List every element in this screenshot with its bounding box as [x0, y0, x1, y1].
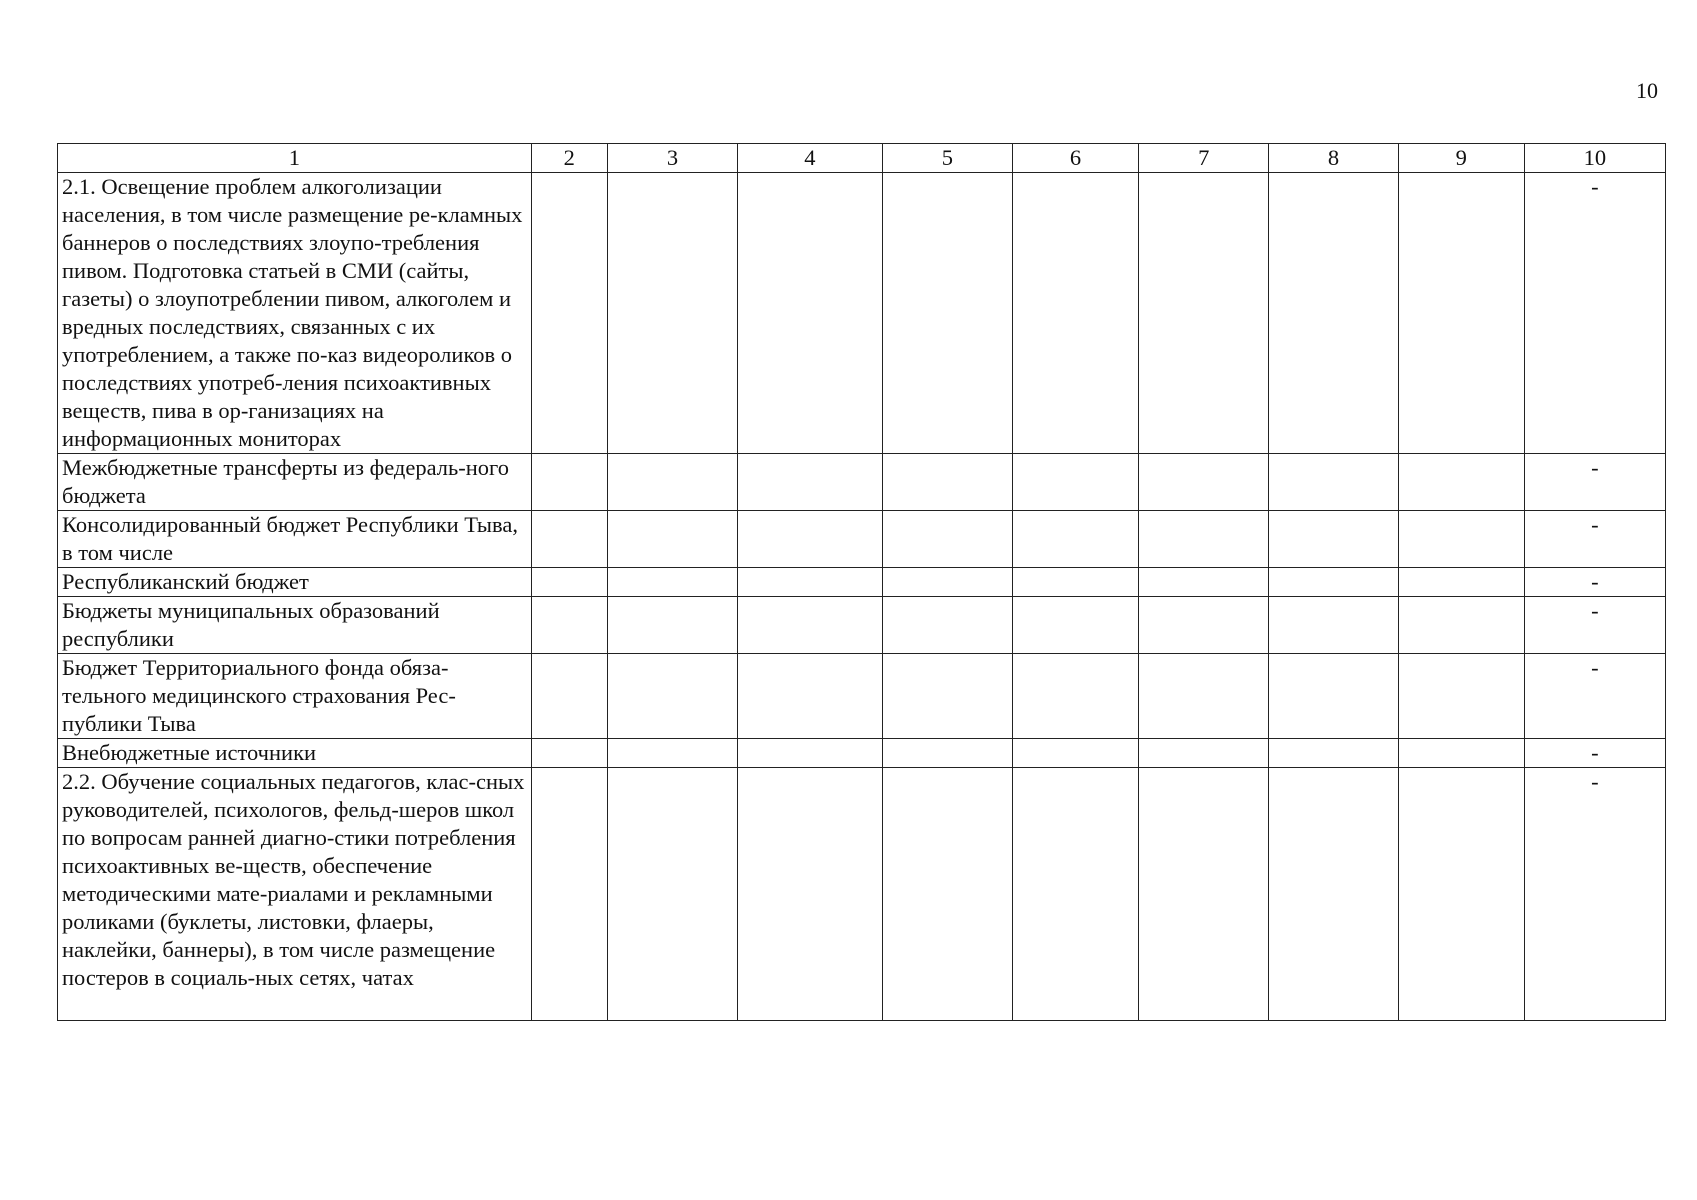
table-cell [1013, 739, 1139, 768]
table-cell [1139, 568, 1269, 597]
header-row [58, 144, 1666, 173]
table-cell [1139, 739, 1269, 768]
table-cell [1269, 511, 1398, 568]
column-header: 5 [882, 144, 1012, 173]
table-cell [738, 454, 883, 511]
column-header: 8 [1269, 144, 1398, 173]
table-cell [1269, 597, 1398, 654]
table-cell [1398, 654, 1524, 739]
table-cell [531, 768, 607, 1021]
table-cell [738, 597, 883, 654]
table-row [58, 768, 1666, 1021]
row-label: 2.1. Освещение проблем алкоголизации населения, в том числе размещение ре-кламных баннеров о последствиях злоупо-требления пивом. Подготовка статьей в СМИ (сайты, газеты) о злоупотреблении пивом, алкоголем и вредных последствиях, связанных с их употреблением, а также по-каз видеороликов о последствиях употреб-ления психоактивных веществ, пива в ор-ганизациях на информационных мониторах [58, 173, 532, 454]
table-row [58, 173, 1666, 454]
row-label: Межбюджетные трансферты из федераль-ного бюджета [58, 454, 532, 511]
table-cell [1013, 597, 1139, 654]
table-cell [738, 173, 883, 454]
column-header: 1 [58, 144, 532, 173]
table-cell-col10: - [1524, 739, 1665, 768]
table-cell [1269, 739, 1398, 768]
table-cell [1013, 454, 1139, 511]
table-cell [882, 511, 1012, 568]
table-cell [607, 173, 737, 454]
table-cell [531, 739, 607, 768]
page-number: 10 [1636, 78, 1658, 103]
table-cell [1139, 654, 1269, 739]
table-cell [1269, 173, 1398, 454]
table-cell [1139, 454, 1269, 511]
table-cell [607, 654, 737, 739]
table-cell [738, 568, 883, 597]
table-cell [1398, 511, 1524, 568]
table-cell [882, 454, 1012, 511]
table-cell [1398, 597, 1524, 654]
table-cell [1139, 511, 1269, 568]
table-row [58, 511, 1666, 568]
table-cell-col10: - [1524, 768, 1665, 1021]
table-cell [531, 654, 607, 739]
table-cell [1398, 568, 1524, 597]
table-cell [882, 568, 1012, 597]
table-cell [1139, 768, 1269, 1021]
row-label: Бюджеты муниципальных образований республики [58, 597, 532, 654]
table-cell [1013, 173, 1139, 454]
table-row [58, 739, 1666, 768]
table-cell [882, 739, 1012, 768]
table-cell [1269, 768, 1398, 1021]
table-cell [882, 597, 1012, 654]
row-label: Внебюджетные источники [58, 739, 532, 768]
row-label: Бюджет Территориального фонда обяза-тельного медицинского страхования Рес-публики Тыва [58, 654, 532, 739]
column-header: 4 [738, 144, 883, 173]
row-label: 2.2. Обучение социальных педагогов, клас-сных руководителей, психологов, фельд-шеров школ по вопросам ранней диагно-стики потребления психоактивных ве-ществ, обеспечение методическими мате-риалами и рекламными роликами (буклеты, листовки, флаеры, наклейки, баннеры), в том числе размещение постеров в социаль-ных сетях, чатах [58, 768, 532, 1021]
table-cell [1013, 654, 1139, 739]
column-header: 10 [1524, 144, 1665, 173]
table-cell [531, 454, 607, 511]
row-label: Республиканский бюджет [58, 568, 532, 597]
column-header: 7 [1139, 144, 1269, 173]
column-header: 2 [531, 144, 607, 173]
table-row [58, 597, 1666, 654]
table-cell [1013, 768, 1139, 1021]
table-cell [607, 454, 737, 511]
table-cell [531, 568, 607, 597]
table-cell [1139, 597, 1269, 654]
table-cell [738, 739, 883, 768]
table-cell [1398, 768, 1524, 1021]
table-cell [738, 768, 883, 1021]
table-cell [607, 568, 737, 597]
table-cell [1269, 454, 1398, 511]
table-row [58, 568, 1666, 597]
table-cell [1013, 568, 1139, 597]
table-cell-col10: - [1524, 597, 1665, 654]
table-cell [1013, 511, 1139, 568]
table-cell-col10: - [1524, 511, 1665, 568]
table-cell [882, 768, 1012, 1021]
table-cell-col10: - [1524, 568, 1665, 597]
table-cell [531, 173, 607, 454]
table-row [58, 454, 1666, 511]
table-cell-col10: - [1524, 454, 1665, 511]
table-cell [607, 511, 737, 568]
row-label: Консолидированный бюджет Республики Тыва, в том числе [58, 511, 532, 568]
table-cell [1139, 173, 1269, 454]
table-cell [607, 768, 737, 1021]
table-cell [607, 739, 737, 768]
table-row [58, 654, 1666, 739]
table-cell [882, 654, 1012, 739]
table-cell-col10: - [1524, 654, 1665, 739]
table-cell [882, 173, 1012, 454]
column-header: 9 [1398, 144, 1524, 173]
table-cell [1398, 454, 1524, 511]
column-header: 6 [1013, 144, 1139, 173]
table-cell [1398, 739, 1524, 768]
table-cell [738, 654, 883, 739]
table-cell [531, 597, 607, 654]
table-cell [531, 511, 607, 568]
table-cell-col10: - [1524, 173, 1665, 454]
budget-table [57, 143, 1666, 1021]
table-cell [738, 511, 883, 568]
table-cell [1269, 654, 1398, 739]
table-cell [607, 597, 737, 654]
table-cell [1398, 173, 1524, 454]
table-cell [1269, 568, 1398, 597]
column-header: 3 [607, 144, 737, 173]
